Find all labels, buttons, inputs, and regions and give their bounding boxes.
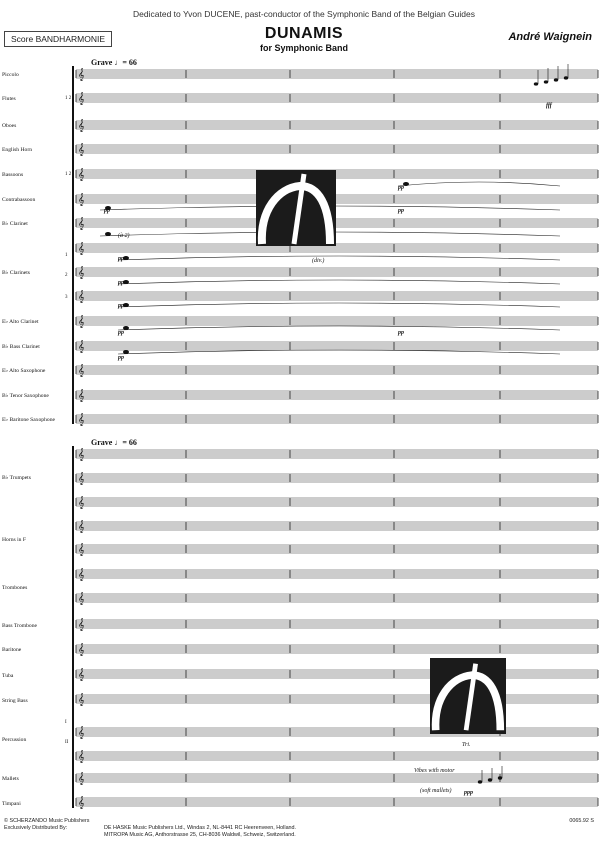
soft-mallets-annotation: (soft mallets)	[420, 788, 452, 794]
dynamic-pp-alto-clarinet: pp	[118, 330, 124, 336]
clef-icon: 𝄞	[78, 543, 85, 556]
clef-icon: 𝄞	[78, 290, 85, 303]
instrument-label: B♭ Clarinet	[2, 221, 28, 227]
logo-mark-icon	[256, 170, 336, 246]
clef-icon: 𝄞	[78, 568, 85, 581]
clef-icon: 𝄞	[78, 796, 85, 809]
note-head	[534, 82, 538, 85]
note-head	[105, 232, 111, 236]
instrument-label: Trombones	[2, 585, 28, 591]
instrument-label: B♭ Clarinets	[2, 270, 30, 276]
note-head	[498, 776, 502, 779]
clef-icon: 𝄞	[78, 92, 85, 105]
instrument-label: Contrabassoon	[2, 197, 36, 203]
instrument-label: Bass Trombone	[2, 623, 37, 629]
clef-icon: 𝄞	[78, 389, 85, 402]
instrument-label: B♭ Bass Clarinet	[2, 344, 40, 350]
tie-curve	[118, 326, 560, 330]
clef-icon: 𝄞	[78, 315, 85, 328]
clef-icon: 𝄞	[78, 668, 85, 681]
clef-icon: 𝄞	[78, 413, 85, 426]
tempo-marking-lower: Grave ♩= 66	[91, 438, 137, 447]
clef-icon: 𝄞	[78, 448, 85, 461]
dynamic-pp-bassoons: pp	[398, 185, 404, 191]
footer-distributed-label: Exclusively Distributed By:	[4, 825, 68, 831]
instrument-label: E♭ Alto Clarinet	[2, 319, 39, 325]
a2-annotation: (à 2)	[118, 233, 130, 239]
clef-icon: 𝄞	[78, 520, 85, 533]
tie-curve	[118, 256, 560, 260]
tie-curve	[118, 303, 560, 307]
note-head	[478, 780, 482, 783]
score-label-box: Score BANDHARMONIE	[4, 31, 112, 47]
dynamic-pp-contrabassoon-2: pp	[398, 208, 404, 214]
clef-icon: 𝄞	[78, 750, 85, 763]
clef-icon: 𝄞	[78, 726, 85, 739]
clef-icon: 𝄞	[78, 693, 85, 706]
instrument-label: String Bass	[2, 698, 28, 704]
footer-catalog-number: 0065.92 S	[569, 818, 594, 824]
dynamic-pp-clarinet2: pp	[118, 280, 124, 286]
dynamic-pp-bass-clarinet: pp	[118, 355, 124, 361]
staff-number: 1 2	[65, 96, 72, 101]
clef-icon: 𝄞	[78, 618, 85, 631]
staff-number: II	[65, 740, 69, 745]
dynamic-pp-clarinet1: pp	[118, 256, 124, 262]
staff-number: 1	[65, 253, 68, 258]
clef-icon: 𝄞	[78, 364, 85, 377]
publisher-logo-watermark	[256, 170, 336, 246]
instrument-label: Baritone	[2, 647, 22, 653]
tie-curve	[398, 182, 560, 186]
note-head	[488, 778, 492, 781]
instrument-label: Mallets	[2, 776, 19, 782]
staff-number: 1 2	[65, 172, 72, 177]
staff-number: I	[65, 720, 67, 725]
piece-title: DUNAMIS	[264, 25, 344, 42]
clef-icon: 𝄞	[78, 340, 85, 353]
div-annotation: (div.)	[312, 258, 325, 264]
tie-curve	[118, 350, 560, 354]
instrument-label: Percussion	[2, 737, 27, 743]
vibes-annotation: Vibes with motor	[414, 768, 455, 774]
instrument-label: E♭ Alto Saxophone	[2, 368, 46, 374]
triangle-annotation: Tri.	[462, 742, 471, 748]
clef-icon: 𝄞	[78, 193, 85, 206]
footer-copyright: © SCHERZANDO Music Publishers	[4, 818, 90, 824]
logo-mark-icon	[430, 658, 506, 734]
instrument-label: E♭ Baritone Saxophone	[2, 417, 55, 423]
clef-icon: 𝄞	[78, 472, 85, 485]
dynamic-pp-clarinet3: pp	[118, 303, 124, 309]
footer-distributor-2: MITROPA Music AG, Anthorstrasse 25, CH-8036 Waldwil, Schweiz, Switzerland.	[104, 832, 296, 838]
tempo-marking-upper: Grave ♩= 66	[91, 58, 137, 67]
instrument-label: Oboes	[2, 123, 17, 129]
clef-icon: 𝄞	[78, 643, 85, 656]
piece-subtitle: for Symphonic Band	[259, 43, 348, 53]
staff-number: 3	[65, 295, 68, 300]
instrument-label: Flutes	[2, 96, 16, 102]
note-head	[123, 350, 129, 354]
clef-icon: 𝄞	[78, 68, 85, 81]
note-head	[564, 76, 568, 79]
instrument-label: B♭ Tenor Saxophone	[2, 393, 49, 399]
composer-name: André Waignein	[508, 31, 592, 43]
dedication: Dedicated to Yvon DUCENE, past-conductor of the Symphonic Band of the Belgian Guides	[133, 9, 475, 19]
instrument-label: Piccolo	[2, 72, 19, 78]
instrument-label: English Horn	[2, 147, 32, 153]
instrument-label: Horns in F	[2, 537, 26, 543]
dynamic-p-mallets: ppp	[464, 790, 473, 796]
dynamic-pp-alto-clarinet-2: pp	[398, 330, 404, 336]
tie-curve	[118, 280, 560, 284]
clef-icon: 𝄞	[78, 496, 85, 509]
note-head	[544, 80, 548, 83]
clef-icon: 𝄞	[78, 772, 85, 785]
publisher-logo-watermark-2	[430, 658, 506, 734]
clef-icon: 𝄞	[78, 266, 85, 279]
instrument-label: Timpani	[2, 801, 21, 807]
clef-icon: 𝄞	[78, 143, 85, 156]
clef-icon: 𝄞	[78, 217, 85, 230]
clef-icon: 𝄞	[78, 592, 85, 605]
footer-distributor-1: DE HASKE Music Publishers Ltd., Windas 2, NL-8441 RC Heerenveen, Holland.	[104, 825, 297, 831]
clef-icon: 𝄞	[78, 119, 85, 132]
instrument-label: B♭ Trumpets	[2, 475, 31, 481]
staff-number: 2	[65, 273, 68, 278]
instrument-label: Bassoons	[2, 172, 24, 178]
dynamic-pp-contrabassoon: pp	[104, 208, 110, 214]
note-head	[554, 78, 558, 81]
instrument-label: Tuba	[2, 673, 14, 679]
clef-icon: 𝄞	[78, 242, 85, 255]
dynamic-fff-flutes: fff	[546, 103, 552, 109]
clef-icon: 𝄞	[78, 168, 85, 181]
